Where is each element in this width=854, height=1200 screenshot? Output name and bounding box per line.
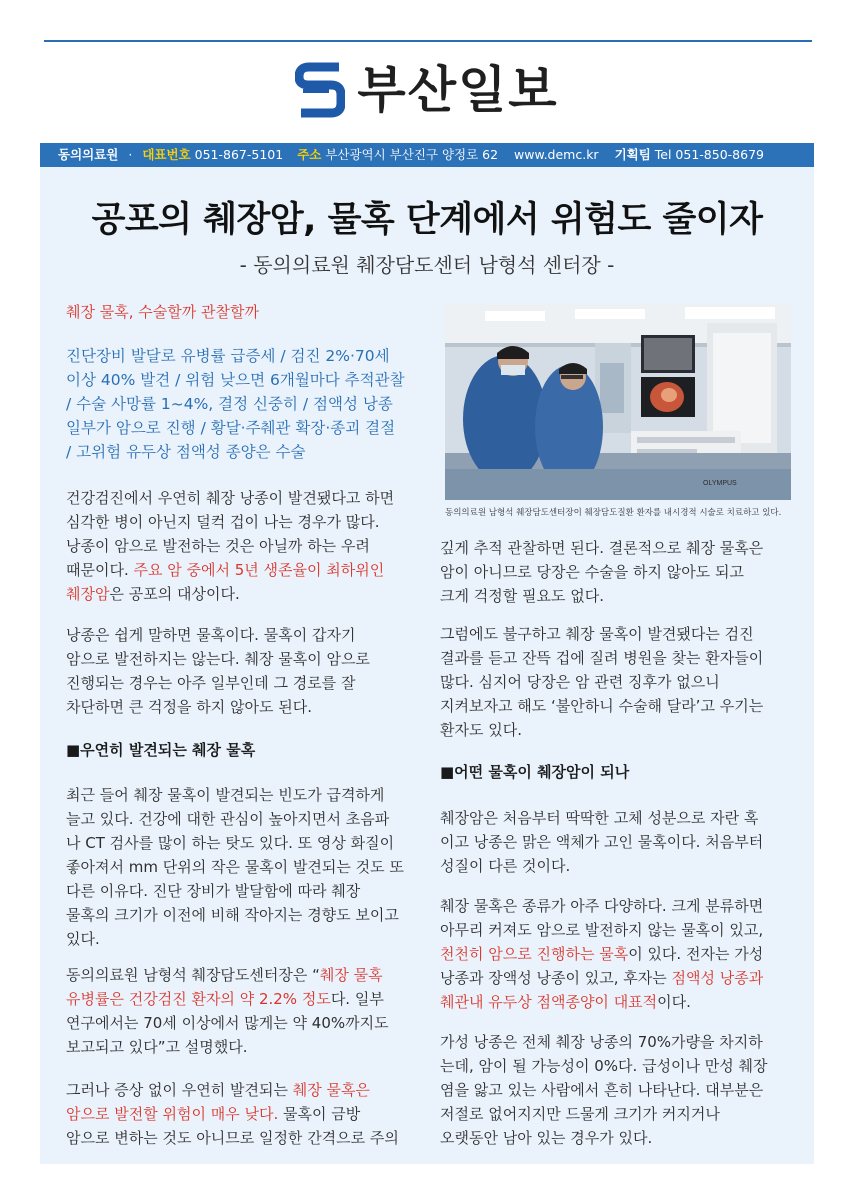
- info-org: 동의의료원: [58, 147, 119, 162]
- body-line: 암으로 발전하지는 않는다. 췌장 물혹이 암으로: [66, 650, 370, 668]
- endoscopy-procedure-image: [445, 303, 791, 500]
- body-line: 건강검진에서 우연히 췌장 낭종이 발견됐다고 하면: [66, 489, 395, 507]
- body-line: 심각한 병이 아닌지 덜컥 겁이 나는 경우가 많다.: [66, 513, 380, 531]
- article-title: 공포의 췌장암, 물혹 단계에서 위험도 줄이자: [91, 200, 763, 240]
- body-line: 환자도 있다.: [440, 721, 522, 739]
- brand-name: 부산일보: [357, 61, 559, 119]
- body-line: [66, 987, 389, 1011]
- body-line: 결과를 듣고 잔뜩 겁에 질려 병원을 찾는 환자들이: [440, 649, 764, 667]
- body-text: 이다.: [657, 993, 691, 1011]
- body-text: 다. 일부: [330, 990, 384, 1008]
- highlight-text: 췌장 물혹은: [292, 1081, 370, 1099]
- body-text: 낭종과 장액성 낭종이 있고, 후자는: [440, 969, 672, 987]
- body-line: 좋아져서 mm 단위의 작은 물혹이 발견되는 것도 또: [66, 858, 404, 876]
- paragraph-6: [440, 536, 763, 608]
- paragraph-7: [440, 622, 763, 742]
- paragraph-9: [440, 894, 763, 1014]
- body-line: 나 CT 검사를 많이 하는 탓도 있다. 또 영상 화질이: [66, 834, 395, 852]
- body-line: 최근 들어 췌장 물혹이 발견되는 빈도가 급격하게: [66, 786, 385, 804]
- paragraph-10: [440, 1030, 768, 1150]
- body-line: [66, 558, 394, 582]
- body-line: 늘고 있다. 건강에 대한 관심이 높아지면서 초음파: [66, 810, 390, 828]
- body-line: 낭종은 쉽게 말하면 물혹이다. 물혹이 갑자기: [66, 626, 356, 644]
- info-phone-label: 대표번호: [142, 147, 191, 162]
- photo-caption: 동의의료원 남형석 췌장담도센터장이 췌장담도질환 환자를 내시경적 시술로 치료하고 있다.: [445, 508, 782, 518]
- article-photo: [445, 303, 791, 500]
- body-text: 은 공포의 대상이다.: [109, 585, 240, 603]
- info-sep: ·: [128, 147, 133, 162]
- paragraph-2: [66, 623, 370, 719]
- body-line: [66, 1102, 399, 1126]
- highlight-text: 췌장 물혹: [319, 966, 383, 984]
- info-addr: 부산광역시 부산진구 양정로 62: [325, 147, 499, 162]
- highlight-text: 천천히 암으로 진행하는 물혹: [440, 945, 629, 963]
- summary-line: / 수술 사망률 1~4%, 결정 신중히 / 점액성 낭종: [66, 395, 393, 413]
- body-line: 염을 앓고 있는 사람에서 흔히 나타난다. 대부분은: [440, 1081, 764, 1099]
- body-line: 낭종이 암으로 발전하는 것은 아닐까 하는 우려: [66, 537, 370, 555]
- body-line: 많다. 심지어 당장은 암 관련 징후가 없으니: [440, 673, 720, 691]
- body-line: 크게 걱정할 필요도 없다.: [440, 587, 604, 605]
- highlight-text: 암으로 발전할 위험이 매우 낮다.: [66, 1105, 279, 1123]
- body-line: 저절로 없어지지만 드물게 크기가 커지거나: [440, 1105, 720, 1123]
- body-line: 물혹의 크기가 이전에 비해 작아지는 경향도 보이고: [66, 906, 399, 924]
- body-line: 깊게 추적 관찰하면 된다. 결론적으로 췌장 물혹은: [440, 539, 764, 557]
- masthead-logo: [0, 58, 854, 122]
- info-team-tel: Tel 051-850-8679: [654, 147, 764, 162]
- paragraph-8: [440, 806, 763, 878]
- top-divider: [44, 40, 812, 42]
- hospital-info-bar: [40, 143, 814, 167]
- body-line: [440, 990, 763, 1014]
- highlight-text: 유병률은 건강검진 환자의 약 2.2% 정도: [66, 990, 331, 1008]
- info-phone: 051-867-5101: [194, 147, 284, 162]
- body-line: [440, 966, 763, 990]
- body-line: 암으로 변하는 것도 아니므로 일정한 간격으로 주의: [66, 1129, 399, 1147]
- body-line: 아무리 커져도 암으로 발전하지 않는 물혹이 있고,: [440, 921, 764, 939]
- summary-line: 일부가 암으로 진행 / 황달·주췌관 확장·종괴 결절: [66, 419, 396, 437]
- body-text: 이 있다. 전자는 가성: [628, 945, 764, 963]
- body-line: 가성 낭종은 전체 췌장 낭종의 70%가량을 차지하: [440, 1033, 763, 1051]
- body-line: 이고 낭종은 맑은 액체가 고인 물혹이다. 처음부터: [440, 833, 764, 851]
- body-line: 성질이 다른 것이다.: [440, 857, 571, 875]
- body-text: 그러나 증상 없이 우연히 발견되는: [66, 1081, 293, 1099]
- paragraph-4: [66, 963, 389, 1059]
- highlight-text: 점액성 낭종과: [671, 969, 764, 987]
- info-addr-label: 주소: [297, 147, 322, 162]
- summary-block: [66, 344, 405, 464]
- busan-ilbo-logo-icon: [295, 61, 345, 119]
- body-line: [66, 582, 394, 606]
- body-line: 그럼에도 불구하고 췌장 물혹이 발견됐다는 검진: [440, 625, 754, 643]
- body-line: 췌장 물혹은 종류가 아주 다양하다. 크게 분류하면: [440, 897, 764, 915]
- body-line: 다른 이유다. 진단 장비가 발달함에 따라 췌장: [66, 882, 361, 900]
- section-heading-2: ■어떤 물혹이 췌장암이 되나: [440, 763, 630, 781]
- body-text: 동의의료원 남형석 췌장담도센터장은 “: [66, 966, 320, 984]
- equipment-brand-label: OLYMPUS: [703, 480, 737, 487]
- body-text: 때문이다.: [66, 561, 134, 579]
- body-line: [66, 1078, 399, 1102]
- body-line: 연구에서는 70세 이상에서 많게는 약 40%까지도: [66, 1014, 389, 1032]
- body-line: [440, 942, 763, 966]
- highlight-text: 췌관내 유두상 점액종양이 대표적: [440, 993, 658, 1011]
- body-line: [66, 963, 389, 987]
- body-line: 진행되는 경우는 아주 일부인데 그 경로를 잘: [66, 674, 356, 692]
- body-line: 차단하면 큰 걱정을 하지 않아도 된다.: [66, 698, 312, 716]
- paragraph-3: [66, 783, 404, 951]
- section-heading-1: ■우연히 발견되는 췌장 물혹: [66, 741, 256, 759]
- summary-line: 진단장비 발달로 유병률 급증세 / 검진 2%·70세: [66, 347, 390, 365]
- summary-line: 이상 40% 발견 / 위험 낮으면 6개월마다 추적관찰: [66, 371, 405, 389]
- body-line: 있다.: [66, 930, 100, 948]
- info-web: www.demc.kr: [514, 147, 599, 162]
- body-line: 췌장암은 처음부터 딱딱한 고체 성분으로 자란 혹: [440, 809, 759, 827]
- summary-line: / 고위험 유두상 점액성 종양은 수술: [66, 443, 306, 461]
- highlight-text: 주요 암 중에서 5년 생존율이 최하위인: [133, 561, 385, 579]
- article-subtitle: - 동의의료원 췌장담도센터 남형석 센터장 -: [239, 253, 615, 277]
- body-line: 암이 아니므로 당장은 수술을 하지 않아도 되고: [440, 563, 744, 581]
- info-team-label: 기획팀: [614, 147, 651, 162]
- body-line: 지켜보자고 해도 ‘불안하니 수술해 달라’고 우기는: [440, 697, 764, 715]
- body-line: 보고되고 있다”고 설명했다.: [66, 1038, 248, 1056]
- body-line: 오랫동안 남아 있는 경우가 있다.: [440, 1129, 653, 1147]
- body-text: 물혹이 금방: [278, 1105, 361, 1123]
- paragraph-5: [66, 1078, 399, 1150]
- body-line: 는데, 암이 될 가능성이 0%다. 급성이나 만성 췌장: [440, 1057, 768, 1075]
- paragraph-1: [66, 486, 394, 606]
- article-kicker: 췌장 물혹, 수술할까 관찰할까: [66, 303, 259, 321]
- highlight-text: 췌장암: [66, 585, 110, 603]
